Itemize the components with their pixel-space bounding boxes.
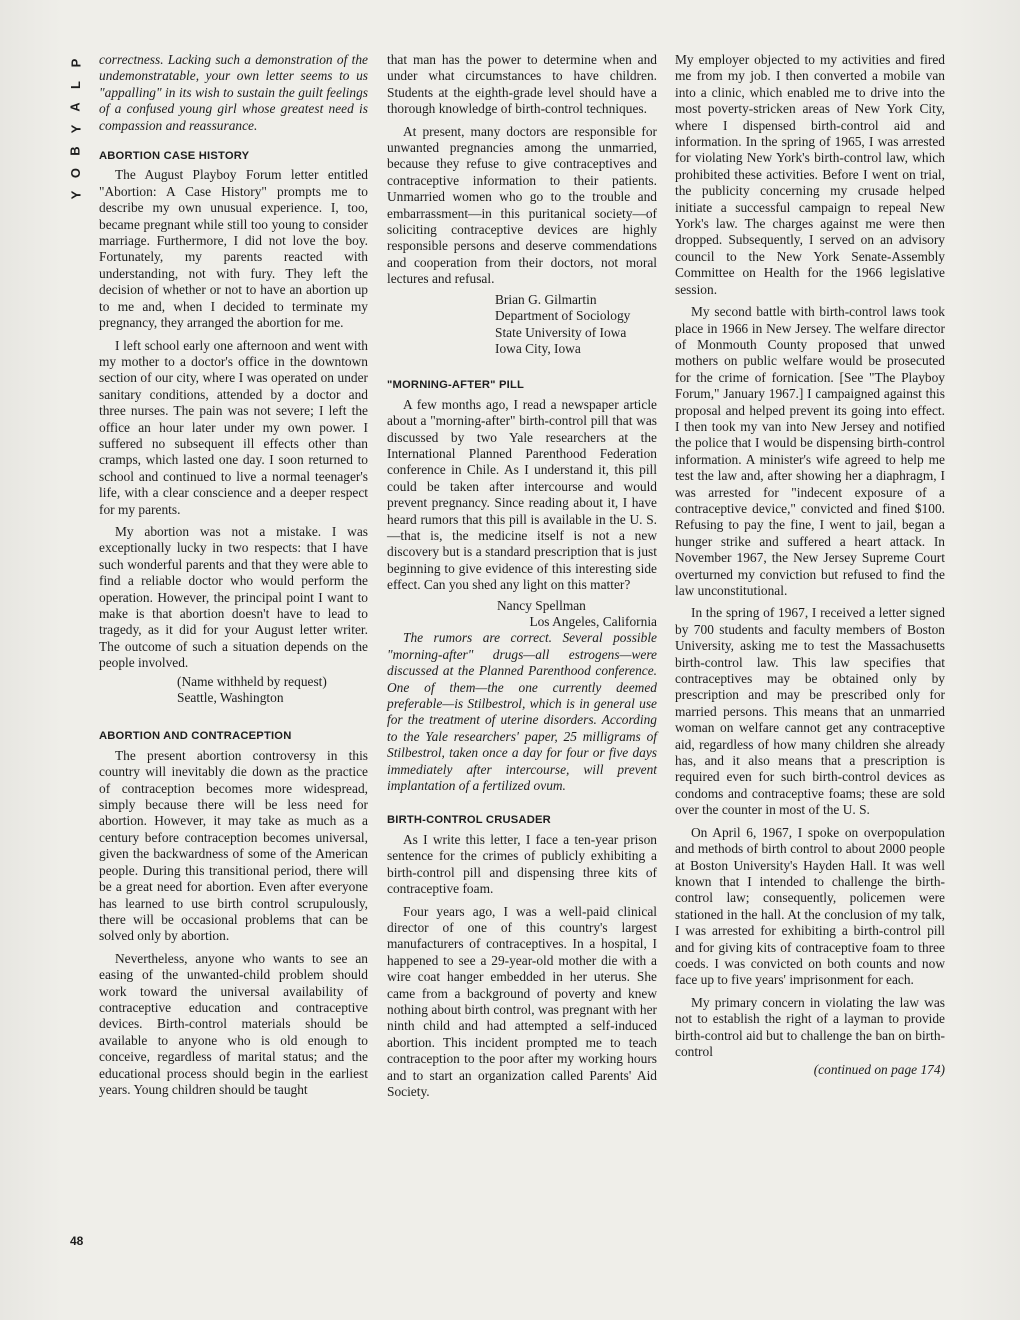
editor-reply: The rumors are correct. Several possible "morning-after" drugs—all estrogens—were discussed at the Planned Parenthood conference. One of them—the one currently deemed preferable—is Stilbestrol, which is in general use for the treatment of uterine disorders. According to the Yale researchers' paper, 25 milligrams of Stilbestrol, taken once a day for four or five days immediately after intercourse, will prevent implantation of a fertilized ovum.	[387, 630, 657, 794]
letter-paragraph: My second battle with birth-control laws took place in 1966 in New Jersey. The welfare director of Monmouth County proposed that unwed mothers on public welfare would be prosecuted for the crime of fornication. [See "The Playboy Forum," January 1967.] I campaigned against this proposal and helped prevent its going into effect. I then took my van into New Jersey and notified the police that I would be dispensing birth-control information. A minister's wife agreed to help me test the law and, after showing her a diaphragm, I was arrested for "indecent exposure of a contraceptive device," convicted and fined $100. Refusing to pay the fine, I went to jail, began a hunger strike and suffered a heart attack. In November 1967, the New Jersey Supreme Court overturned my conviction but refused to find the law unconstitutional.	[675, 304, 945, 598]
letter-signature	[387, 598, 657, 631]
letter-paragraph: that man has the power to determine when and under what circumstances to have children. Students at the eighth-grade level should have a thorough knowledge of birth-control techniques.	[387, 52, 657, 117]
letter-paragraph: The August Playboy Forum letter entitled "Abortion: A Case History" prompts me to describe my own unusual experience. I, too, became pregnant while still too young to consider marriage. Furthermore, I did not love the boy. Fortunately, my parents reacted with understanding, not with fury. They left the decision of whether or not to have an abortion up to me and, when I decided to terminate my pregnancy, they arranged the abortion for me.	[99, 167, 368, 331]
letter-paragraph: A few months ago, I read a newspaper article about a "morning-after" birth-control pill that was discussed by two Yale researchers at the International Planned Parenthood Federation conference in Chile. As I understand it, this pill could be taken after intercourse and would prevent pregnancy. Since reading about it, I have heard rumors that this pill is available in the U. S.—that is, the medicine itself is not a new discovery but is a standard prescription that is just beginning to give evidence of this interesting side effect. Can you shed any light on this matter?	[387, 396, 657, 593]
signature-line: Iowa City, Iowa	[495, 340, 581, 356]
column-2	[387, 52, 657, 1100]
letter-paragraph: My primary concern in violating the law was not to establish the right of a layman to provide birth-control aid but to challenge the ban on birth-control	[675, 994, 945, 1059]
side-letter: B	[67, 146, 83, 156]
signature-line: Department of Sociology	[495, 308, 631, 324]
letter-paragraph: On April 6, 1967, I spoke on overpopulation and methods of birth control to about 2000 people at Boston University's Hayden Hall. It was well known that I intended to challenge the birth-control law; consequently, policemen were stationed in the hall. At the conclusion of my talk, I was arrested for exhibiting a birth-control pill and for giving kits of contraceptive foam to three coeds. I was convicted on both counts and now face up to five years' imprisonment for each.	[675, 824, 945, 988]
page-number: 48	[70, 1234, 84, 1248]
signature-line: Seattle, Washington	[177, 690, 284, 706]
side-letter: L	[67, 81, 83, 89]
side-letter: P	[67, 58, 83, 68]
column-3	[675, 52, 945, 1079]
magazine-side-label	[63, 52, 89, 206]
section-heading: ABORTION CASE HISTORY	[99, 150, 250, 163]
editor-reply: correctness. Lacking such a demonstration of the undemonstratable, your own letter seems to us "appalling" in its wish to sustain the guilt feelings of a confused young girl whose greatest need is compassion and reassurance.	[99, 52, 368, 133]
side-letter: Y	[67, 124, 83, 134]
signature-line: Los Angeles, California	[529, 614, 657, 629]
column-1	[99, 52, 368, 1098]
section-heading: "MORNING-AFTER" PILL	[387, 379, 525, 392]
letter-signature	[387, 292, 657, 358]
letter-paragraph: The present abortion controversy in this country will inevitably die down as the practice of contraception becomes more widespread, simply because there will be less need for abortion. However, it may take as much as a century before contraception becomes universal, given the backwardness of some of the American people. During this transitional period, there will be a great need for abortion. Even after everyone has learned to use birth control scrupulously, there will be occasional problems that can be solved only by abortion.	[99, 747, 368, 944]
signature-line: State University of Iowa	[495, 324, 627, 340]
side-letter: Y	[67, 190, 83, 200]
letter-paragraph: My abortion was not a mistake. I was exceptionally lucky in two respects: that I have such wonderful parents and that they were able to find a reliable doctor who would perform the operation. However, the principal point I want to make is that abortion doesn't have to lead to tragedy, as it did for your August letter writer. The outcome of such a situation depends on the people involved.	[99, 523, 368, 671]
letter-paragraph: As I write this letter, I face a ten-year prison sentence for the crimes of publicly exhibiting a birth-control pill and dispensing three kits of contraceptive foam.	[387, 831, 657, 897]
letter-paragraph: I left school early one afternoon and went with my mother to a doctor's office in the downtown section of our city, where I was operated on under sanitary conditions, attended by a doctor and three nurses. The pain was not severe; I left the office an hour later under my own power. I suffered no subsequent ill effects other than cramps, which lasted one day. I soon returned to school and continued to live a normal teenager's life, with a clear conscience and a deeper respect for my parents.	[99, 337, 368, 517]
section-heading: ABORTION AND CONTRACEPTION	[99, 730, 292, 743]
letter-paragraph: In the spring of 1967, I received a letter signed by 700 students and faculty members of Boston University, asking me to test the Massachusetts birth-control law. This law specifies that contraceptives may be obtained only by prescription and may be prescribed only for married persons. This means that an unmarried woman on welfare cannot get any contraceptive aid, regardless of how many children she already has, and it also means that a prescription is required even for such birth-control devices as condoms and contraceptive foams; these are sold over the counter in most of the U. S.	[675, 605, 945, 818]
signature-line: Nancy Spellman	[497, 597, 586, 613]
side-letter: O	[68, 167, 83, 179]
side-letter: A	[67, 102, 83, 112]
letter-paragraph: At present, many doctors are responsible for unwanted pregnancies among the unmarried, because they refuse to give contraceptives and contraceptive information to their patients. Unmarried women who go to the trouble and embarrassment—in this puritanical society—of soliciting contraceptive devices are highly responsible persons and deserve commendations and cooperation from their doctors, not moral lectures and refusal.	[387, 123, 657, 287]
letter-paragraph: Four years ago, I was a well-paid clinical director of one of this country's largest manufacturers of contraceptives. In a hospital, I happened to see a 29-year-old mother die with a wire coat hanger embedded in her uterus. She came from a background of poverty and knew nothing about birth control, was pregnant with her ninth child and had attempted a self-induced abortion. This incident prompted me to teach contraception to the poor after my working hours and to start an organization called Parents' Aid Society.	[387, 903, 657, 1099]
letter-signature	[99, 674, 368, 707]
letter-paragraph: My employer objected to my activities and fired me from my job. I then converted a mobile van into a clinic, which enabled me to drive into the most poverty-stricken areas of New York City, where I dispensed birth-control aid and information. In the spring of 1965, I was arrested for violating New York's birth-control law, which prohibited these activities. Before I went on trial, the publicity concerning my crusade helped initiate a successful campaign to repeal New York's law. The charges against me were then dropped. Subsequently, I served on an advisory council to the New York Senate-Assembly Committee on Health for the 1966 legislative session.	[675, 52, 945, 297]
section-heading: BIRTH-CONTROL CRUSADER	[387, 814, 551, 827]
signature-line: Brian G. Gilmartin	[495, 291, 597, 307]
signature-line: (Name withheld by request)	[177, 673, 327, 689]
continuation-note: (continued on page 174)	[813, 1062, 945, 1078]
letter-paragraph: Nevertheless, anyone who wants to see an easing of the unwanted-child problem should work toward the universal availability of contraceptive education and contraceptive devices. Birth-control materials should be available to anyone who is old enough to conceive, regardless of marital status; and the educational process should begin in the earliest years. Young children should be taught	[99, 950, 368, 1097]
